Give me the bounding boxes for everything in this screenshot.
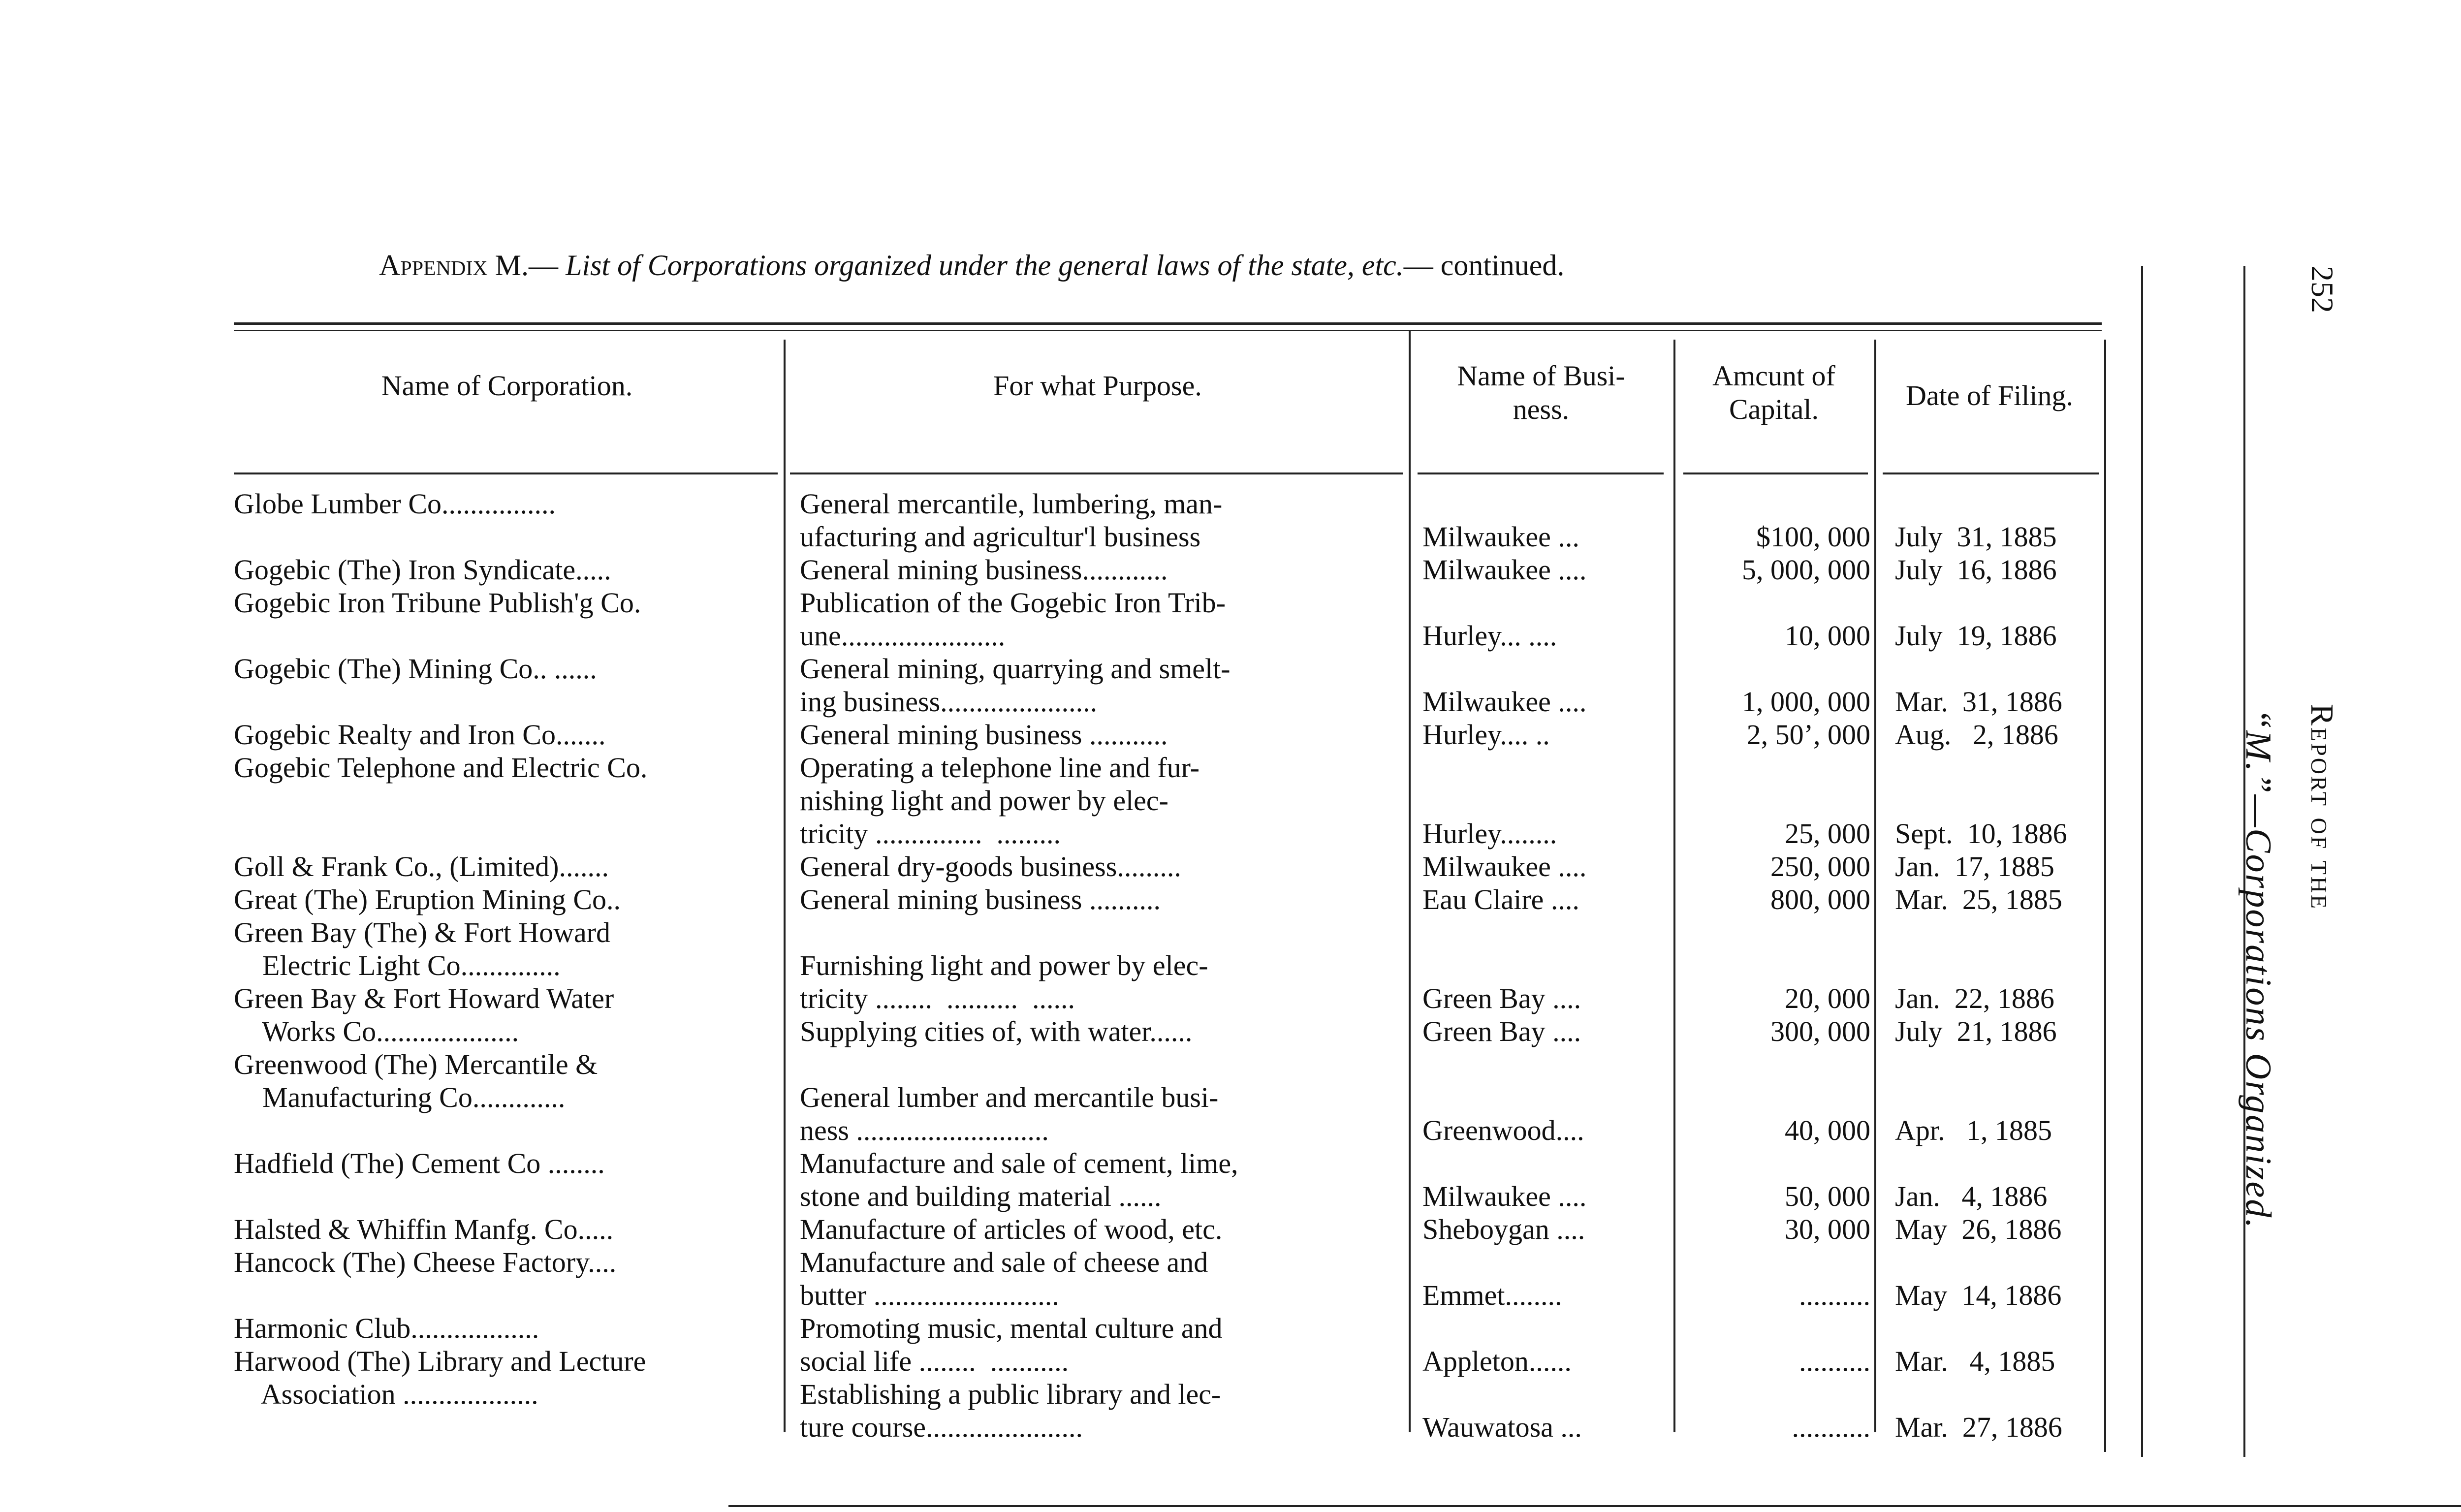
appendix-label: Appendix M. [379, 249, 529, 282]
corp-date: Sept. 10, 1886 [1895, 818, 2067, 850]
corp-date: Mar. 27, 1886 [1895, 1411, 2062, 1443]
col-sep-2 [1409, 330, 1411, 1432]
col-sep-5 [2104, 340, 2106, 1452]
corp-capital: 800, 000 [1770, 883, 1870, 915]
corp-capital: ........... [1792, 1411, 1870, 1443]
corp-name: Gogebic (The) Mining Co.. ...... [234, 653, 597, 685]
bottom-rule [728, 1505, 2461, 1507]
corp-purpose: Establishing a public library and lec- ture course...................... [800, 1378, 1221, 1443]
corp-capital: $100, 000 [1756, 521, 1870, 553]
corp-business: Sheboygan .... [1422, 1213, 1585, 1245]
corp-name: Great (The) Eruption Mining Co.. [234, 883, 621, 915]
corp-purpose: Publication of the Gogebic Iron Trib- une....................... [800, 587, 1226, 652]
corp-business: Green Bay .... [1422, 982, 1581, 1014]
corp-purpose: General mining, quarrying and smelt- ing business...................... [800, 653, 1230, 718]
corp-name: Goll & Frank Co., (Limited)....... [234, 850, 609, 882]
corp-business: Milwaukee .... [1422, 850, 1587, 882]
corp-name: Halsted & Whiffin Manfg. Co..... [234, 1213, 614, 1245]
corp-business: Hurley... .... [1422, 620, 1557, 652]
corp-name: Greenwood (The) Mercantile & Manufacturing Co............. [234, 1048, 598, 1113]
header-underline-name [234, 472, 778, 474]
corp-name: Globe Lumber Co................ [234, 488, 556, 520]
corp-capital: 1, 000, 000 [1742, 686, 1870, 718]
corp-name: Gogebic Iron Tribune Publish'g Co. [234, 587, 641, 619]
corp-purpose: Manufacture and sale of cement, lime, stone and building material ...... [800, 1147, 1238, 1212]
corp-purpose: Supplying cities of, with water...... [800, 1015, 1193, 1047]
corp-date: May 14, 1886 [1895, 1279, 2062, 1311]
section-title-rotated: “M.”—Corporations Organized. [2238, 709, 2278, 1229]
corp-purpose: General mining business ........... [800, 719, 1168, 751]
corp-date: Aug. 2, 1886 [1895, 719, 2058, 751]
corp-name: Harmonic Club.................. [234, 1312, 539, 1344]
corp-business: Milwaukee ... [1422, 521, 1579, 553]
header-name: Name of Corporation. [381, 370, 633, 402]
corp-capital: 30, 000 [1785, 1213, 1870, 1245]
right-margin-rule [2141, 266, 2143, 1457]
corp-capital: 2, 50’, 000 [1746, 719, 1870, 751]
corp-name: Gogebic Telephone and Electric Co. [234, 752, 648, 784]
header-capital: Amcunt of Capital. [1712, 360, 1835, 425]
corp-capital: 25, 000 [1785, 818, 1870, 850]
header-underline-purpose [790, 472, 1403, 474]
corp-capital: 50, 000 [1785, 1180, 1870, 1212]
corp-purpose: Furnishing light and power by elec- tricity ........ .......... ...... [800, 949, 1208, 1014]
corp-name: Gogebic (The) Iron Syndicate..... [234, 554, 611, 586]
header-underline-capital [1683, 472, 1868, 474]
corp-date: July 21, 1886 [1895, 1015, 2057, 1047]
header-underline-business [1418, 472, 1664, 474]
corp-business: Wauwatosa ... [1422, 1411, 1582, 1443]
title-text: List of Corporations organized under the general laws of the state, etc. [566, 249, 1404, 282]
corp-business: Appleton...... [1422, 1345, 1572, 1377]
corp-business: Eau Claire .... [1422, 883, 1579, 915]
corp-name: Green Bay & Fort Howard Water Works Co.................... [234, 982, 614, 1047]
corp-purpose: General dry-goods business......... [800, 850, 1181, 882]
corp-purpose: General mining business............ [800, 554, 1168, 586]
col-sep-4 [1874, 340, 1876, 1432]
corp-date: May 26, 1886 [1895, 1213, 2062, 1245]
corp-date: Mar. 4, 1885 [1895, 1345, 2055, 1377]
page-number: 252 [2305, 266, 2340, 313]
header-business: Name of Busi- ness. [1457, 360, 1625, 425]
corp-date: Mar. 31, 1886 [1895, 686, 2062, 718]
corp-name: Gogebic Realty and Iron Co....... [234, 719, 606, 751]
corp-capital: .......... [1799, 1345, 1870, 1377]
corp-business: Emmet........ [1422, 1279, 1562, 1311]
running-head-rotated: Report of the [2304, 704, 2340, 911]
corp-purpose: Operating a telephone line and fur- nishing light and power by elec- tricity ............... ......... [800, 752, 1200, 850]
corp-date: Jan. 4, 1886 [1895, 1180, 2048, 1212]
header-date: Date of Filing. [1906, 379, 2073, 411]
top-rule-2 [234, 330, 2102, 331]
corp-capital: 300, 000 [1770, 1015, 1870, 1047]
continued-label: continued. [1440, 249, 1565, 282]
corp-purpose: General mercantile, lumbering, man- ufacturing and agricultur'l business [800, 488, 1223, 553]
corp-business: Green Bay .... [1422, 1015, 1581, 1047]
corp-business: Milwaukee .... [1422, 686, 1587, 718]
corp-purpose: General lumber and mercantile busi- ness ........................... [800, 1081, 1219, 1146]
page-title: Appendix M.— List of Corporations organized under the general laws of the state, etc.— continued. [379, 249, 1565, 282]
corp-name: Green Bay (The) & Fort Howard Electric Light Co.............. [234, 916, 611, 981]
corp-business: Milwaukee .... [1422, 1180, 1587, 1212]
corp-date: Mar. 25, 1885 [1895, 883, 2062, 915]
corp-purpose: Manufacture and sale of cheese and butter .......................... [800, 1246, 1208, 1311]
corp-capital: .......... [1799, 1279, 1870, 1311]
corp-name: Harwood (The) Library and Lecture Association ................... [234, 1345, 646, 1410]
corp-business: Greenwood.... [1422, 1114, 1584, 1146]
header-underline-date [1883, 472, 2099, 474]
corp-business: Hurley........ [1422, 818, 1557, 850]
corp-business: Milwaukee .... [1422, 554, 1587, 586]
corp-business: Hurley.... .. [1422, 719, 1550, 751]
corp-purpose: Promoting music, mental culture and social life ........ ........... [800, 1312, 1223, 1377]
corp-date: July 16, 1886 [1895, 554, 2057, 586]
col-sep-1 [784, 340, 786, 1432]
corp-date: Apr. 1, 1885 [1895, 1114, 2052, 1146]
corp-purpose: General mining business .......... [800, 883, 1161, 915]
corp-date: July 31, 1885 [1895, 521, 2057, 553]
corp-date: July 19, 1886 [1895, 620, 2057, 652]
corp-date: Jan. 22, 1886 [1895, 982, 2054, 1014]
header-purpose: For what Purpose. [993, 370, 1202, 402]
corp-purpose: Manufacture of articles of wood, etc. [800, 1213, 1223, 1245]
top-rule [234, 322, 2102, 325]
corp-name: Hadfield (The) Cement Co ........ [234, 1147, 605, 1179]
corp-capital: 5, 000, 000 [1742, 554, 1870, 586]
corp-capital: 20, 000 [1785, 982, 1870, 1014]
corp-capital: 250, 000 [1770, 850, 1870, 882]
corp-capital: 40, 000 [1785, 1114, 1870, 1146]
corp-name: Hancock (The) Cheese Factory.... [234, 1246, 617, 1278]
corp-date: Jan. 17, 1885 [1895, 850, 2054, 882]
col-sep-3 [1673, 340, 1675, 1432]
corp-capital: 10, 000 [1785, 620, 1870, 652]
